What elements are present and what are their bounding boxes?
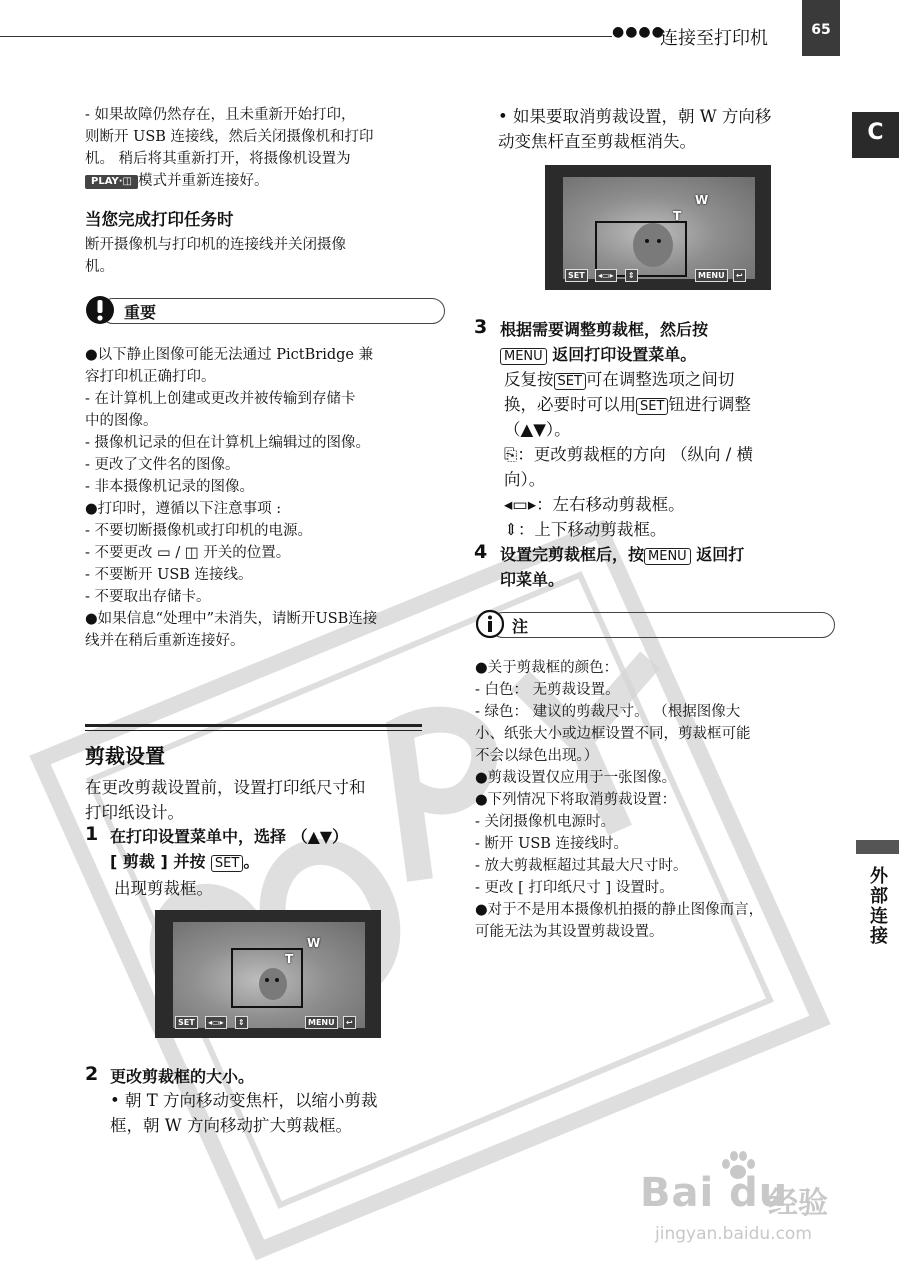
text-line: ⎘：更改剪裁框的方向 （纵向 / 横: [504, 445, 753, 464]
note-list: [475, 657, 845, 943]
step-number: 3: [474, 316, 488, 338]
zoom-w-indicator: W: [307, 936, 321, 950]
osd-return-icon: ↩: [733, 269, 746, 282]
cancel-bullet: [498, 104, 848, 154]
header-dots: ●●●●: [612, 24, 665, 40]
list-item: - 绿色： 建议的剪裁尺寸。 （根据图像大: [475, 704, 741, 720]
text-line: [ 剪裁 ] 并按 SET 。: [110, 852, 260, 871]
text-line: - 如果故障仍然存在，且未重新开始打印，: [85, 107, 356, 123]
text-line: 机。: [85, 259, 114, 275]
chapter-tab-label: 外部连接: [867, 866, 888, 946]
text-line: 动变焦杆直至剪裁框消失。: [498, 132, 696, 151]
camera-screen-cancel: [545, 165, 771, 290]
osd-set: SET: [175, 1016, 198, 1029]
baidu-watermark: [640, 1150, 890, 1280]
baidu-jingyan-text: 经验: [768, 1186, 828, 1221]
text-line: 设置完剪裁框后，按 MENU 返回打: [500, 545, 745, 564]
step1-result: 出现剪裁框。: [114, 879, 213, 898]
list-item: - 摄像机记录的但在计算机上编辑过的图像。: [85, 435, 371, 451]
subject-shape: [253, 962, 293, 1002]
text-line: ◂▭▸：左右移动剪裁框。: [504, 495, 685, 514]
menu-button-symbol: MENU: [644, 548, 691, 565]
left-right-icon: ◂▭▸: [504, 495, 537, 514]
list-item: 中的图像。: [85, 413, 158, 429]
list-item: 不会以绿色出现。）: [475, 748, 599, 764]
text-line: MENU 返回打印设置菜单。: [500, 342, 840, 367]
list-item: - 放大剪裁框超过其最大尺寸时。: [475, 858, 688, 874]
chapter-title: 连接至打印机: [660, 28, 768, 49]
step2-body: [110, 1088, 455, 1138]
zoom-w-indicator: W: [695, 193, 709, 207]
text-line: 根据需要调整剪裁框，然后按: [500, 320, 709, 339]
osd-move-icon: ◂▭▸: [595, 269, 617, 282]
step2-title: 更改剪裁框的大小。: [110, 1067, 255, 1086]
text-line: 反复按 SET 可在调整选项之间切: [504, 370, 735, 389]
chapter-tab-marker: [856, 840, 899, 854]
up-down-icon: ⇕: [504, 520, 518, 539]
intro-paragraph: [85, 104, 455, 192]
list-item: ●剪裁设置仅应用于一张图像。: [475, 770, 677, 786]
text-line: 机。 稍后将其重新打开，将摄像机设置为: [85, 151, 351, 167]
zoom-t-indicator: T: [673, 209, 682, 223]
osd-move-icon: ◂▭▸: [205, 1016, 227, 1029]
step-number: 2: [85, 1063, 99, 1085]
text-line: ⇕：上下移动剪裁框。: [504, 520, 667, 539]
card-icon: ◫: [122, 176, 132, 187]
note-label: 注: [512, 617, 529, 636]
set-button-symbol: SET: [554, 373, 586, 390]
list-item: ●打印时，遵循以下注意事项 :: [85, 501, 282, 517]
osd-menu: MENU: [305, 1016, 338, 1029]
list-item: - 白色： 无剪裁设置。: [475, 682, 620, 698]
list-item: 小、纸张大小或边框设置不同，剪裁框可能: [475, 726, 751, 742]
list-item: 容打印机正确打印。: [85, 369, 216, 385]
section-tab-c: C: [852, 112, 899, 158]
menu-button-symbol: MENU: [500, 348, 547, 365]
list-item: ●下列情况下将取消剪裁设置：: [475, 792, 677, 808]
text-line: 向）。: [504, 470, 546, 489]
text-line: 印菜单。: [500, 570, 565, 589]
list-item: - 更改 [ 打印纸尺寸 ] 设置时。: [475, 880, 674, 896]
osd-updown-icon: ⇕: [625, 269, 638, 282]
finish-paragraph: [85, 234, 455, 278]
step4-instruction: [500, 542, 840, 592]
list-item: - 关闭摄像机电源时。: [475, 814, 616, 830]
list-item: ●如果信息“处理中”未消失，请断开USB连接: [85, 611, 378, 627]
text-line: 框，朝 W 方向移动扩大剪裁框。: [110, 1116, 352, 1135]
section-title: 剪裁设置: [85, 744, 165, 768]
camera-image: [173, 922, 365, 1028]
orientation-icon: ⎘: [504, 445, 518, 464]
list-item: - 更改了文件名的图像。: [85, 457, 240, 473]
osd-menu: MENU: [695, 269, 728, 282]
step3-body: [504, 367, 844, 542]
list-item: - 在计算机上创建或更改并被传输到存储卡: [85, 391, 356, 407]
list-item: - 不要更改 ▭ / ◫ 开关的位置。: [85, 545, 291, 561]
baidu-logo-text: Bai du: [640, 1170, 789, 1216]
info-icon: [475, 609, 505, 639]
baidu-url: jingyan.baidu.com: [655, 1224, 812, 1244]
note-bar: [490, 612, 835, 638]
exclamation-icon: [85, 295, 115, 325]
list-item: - 不要断开 USB 连接线。: [85, 567, 253, 583]
osd-set: SET: [565, 269, 588, 282]
camera-image: [563, 177, 755, 279]
important-list: [85, 344, 457, 652]
text-line: 则断开 USB 连接线，然后关闭摄像机和打印: [85, 129, 374, 145]
text-line: 在更改剪裁设置前，设置打印纸尺寸和: [85, 778, 366, 797]
header-rule: [0, 36, 612, 37]
osd-updown-icon: ⇕: [235, 1016, 248, 1029]
list-item: - 不要切断摄像机或打印机的电源。: [85, 523, 313, 539]
page-number: 65: [802, 0, 840, 56]
text-line: PLAY·◫ 模式并重新连接好。: [85, 170, 455, 192]
list-item: ●以下静止图像可能无法通过 PictBridge 兼: [85, 347, 374, 363]
text-line: （▲▼）。: [504, 420, 571, 439]
set-button-symbol: SET: [636, 398, 668, 415]
camera-screen-step1: [155, 910, 381, 1038]
section-rule: [85, 724, 422, 727]
text-line: 在打印设置菜单中，选择 （▲▼）: [110, 827, 349, 846]
text-line: • 如果要取消剪裁设置，朝 W 方向移: [498, 107, 772, 126]
list-item: 可能无法为其设置剪裁设置。: [475, 924, 664, 940]
play-mode-badge: PLAY·◫: [85, 175, 138, 189]
osd-return-icon: ↩: [343, 1016, 356, 1029]
step-number: 4: [474, 541, 488, 563]
set-button-symbol: SET: [211, 855, 243, 872]
finish-heading: 当您完成打印任务时: [85, 210, 234, 229]
list-item: - 断开 USB 连接线时。: [475, 836, 629, 852]
text-line: 打印纸设计。: [85, 803, 184, 822]
zoom-t-indicator: T: [285, 952, 294, 966]
text-line: • 朝 T 方向移动变焦杆，以缩小剪裁: [110, 1091, 378, 1110]
list-item: ●对于不是用本摄像机拍摄的静止图像而言，: [475, 902, 764, 918]
step3-instruction: [500, 317, 840, 367]
list-item: - 不要取出存储卡。: [85, 589, 211, 605]
important-label: 重要: [124, 303, 157, 322]
section-intro: [85, 775, 455, 825]
step1-instruction: [110, 824, 450, 874]
list-item: 线并在稍后重新连接好。: [85, 633, 245, 649]
list-item: - 非本摄像机记录的图像。: [85, 479, 255, 495]
list-item: ●关于剪裁框的颜色：: [475, 660, 619, 676]
text-line: 换，必要时可以用 SET 钮进行调整: [504, 395, 751, 414]
section-rule-thin: [85, 730, 422, 731]
text-line: 断开摄像机与打印机的连接线并关闭摄像: [85, 237, 346, 253]
step-number: 1: [85, 823, 99, 845]
